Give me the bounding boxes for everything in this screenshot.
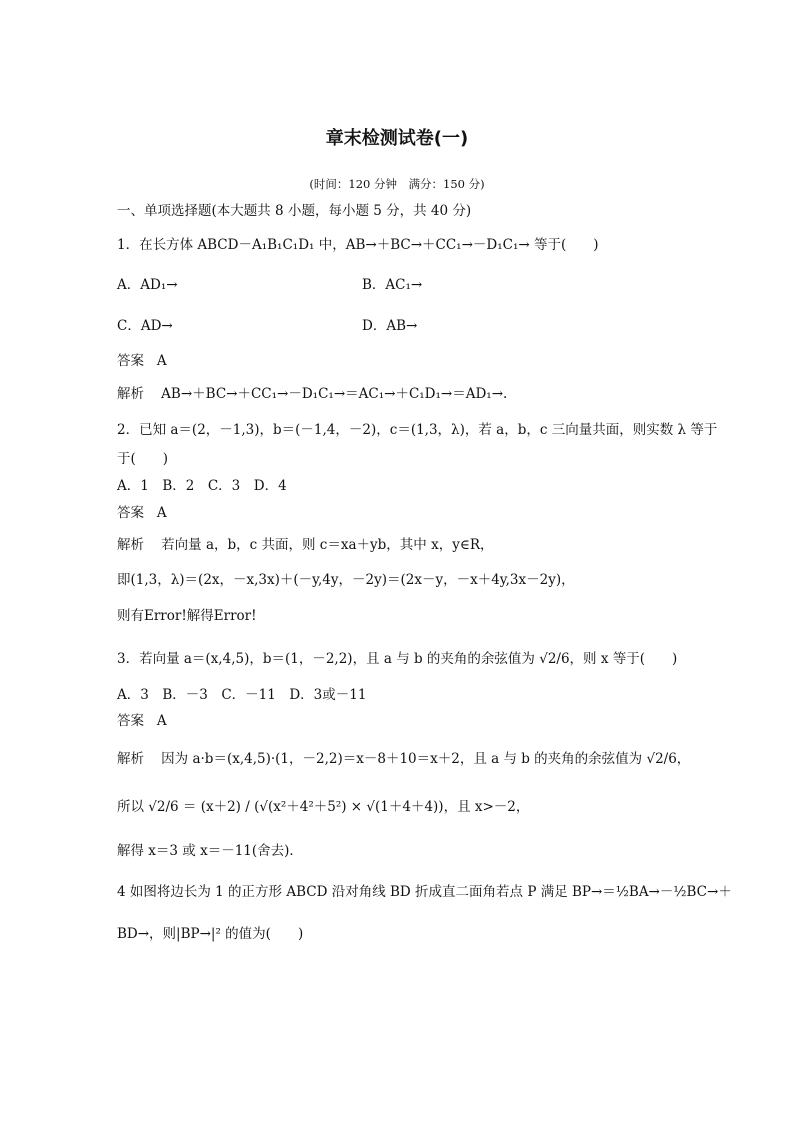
page-title: 章末检测试卷(一) <box>325 128 469 149</box>
analysis-label: 解析 <box>117 751 144 767</box>
q1-stem: 1．在长方体 ABCD－A₁B₁C₁D₁ 中，AB→＋BC→＋CC₁→－D₁C₁→ 等于( ) <box>117 237 599 253</box>
exam-info: (时间：120 分钟 满分：150 分) <box>309 177 485 191</box>
answer-value: A <box>156 353 167 369</box>
q2-analysis-line3: 则有Error!解得Error! <box>117 608 257 624</box>
answer-value: A <box>156 713 167 729</box>
q2-stem-line2: 于( ) <box>117 451 169 467</box>
analysis-label: 解析 <box>117 537 144 553</box>
analysis-text: 因为 a·b＝(x,4,5)·(1，－2,2)＝x－8＋10＝x＋2，且 a 与 b 的夹角的余弦值为 √2/6， <box>161 751 691 767</box>
q1-option-c: C．AD→ <box>117 318 173 334</box>
q3-analysis-line3: 解得 x＝3 或 x＝－11(舍去)． <box>117 843 303 859</box>
q2-stem-line1: 2．已知 a＝(2，－1,3)，b＝(－1,4，－2)，c＝(1,3，λ)，若 a，b，c 三向量共面，则实数 λ 等于 <box>117 422 718 438</box>
q3-options: A．3 B．－3 C．－11 D．3或－11 <box>117 687 367 703</box>
q2-analysis-line2: 即(1,3，λ)＝(2x，－x,3x)＋(－y,4y，－2y)＝(2x－y，－x＋4y,3x－2y)， <box>117 572 575 588</box>
answer-label: 答案 <box>117 353 144 369</box>
q3-analysis-line2: 所以 √2/6 ＝ (x＋2) / (√(x²＋4²＋5²) × √(1＋4＋4))，且 x>－2， <box>117 799 530 815</box>
q2-analysis-line1 <box>117 536 493 554</box>
q4-stem-line1: 4 如图将边长为 1 的正方形 ABCD 沿对角线 BD 折成直二面角若点 P 满足 BP→＝½BA→－½BC→＋ <box>117 884 732 900</box>
answer-label: 答案 <box>117 505 144 521</box>
answer-label: 答案 <box>117 713 144 729</box>
q1-analysis <box>117 385 507 403</box>
q3-answer <box>117 712 167 730</box>
q1-option-d: D．AB→ <box>362 318 418 334</box>
q3-analysis-line1 <box>117 750 690 768</box>
q1-option-b: B．AC₁→ <box>362 277 423 293</box>
q1-option-a: A．AD₁→ <box>117 277 178 293</box>
q1-answer <box>117 352 167 370</box>
q3-stem: 3．若向量 a＝(x,4,5)，b＝(1，－2,2)，且 a 与 b 的夹角的余弦值为 √2/6，则 x 等于( ) <box>117 651 678 667</box>
q2-answer <box>117 504 167 522</box>
answer-value: A <box>156 505 167 521</box>
analysis-label: 解析 <box>117 386 144 402</box>
section-heading: 一、单项选择题(本大题共 8 小题，每小题 5 分，共 40 分) <box>117 203 472 219</box>
q4-stem-line2: BD→，则|BP→|² 的值为( ) <box>117 926 304 942</box>
analysis-text: AB→＋BC→＋CC₁→－D₁C₁→＝AC₁→＋C₁D₁→＝AD₁→. <box>161 386 508 402</box>
analysis-text: 若向量 a，b，c 共面，则 c＝xa＋yb，其中 x，y∈R， <box>161 537 494 553</box>
q2-options: A．1 B．2 C．3 D．4 <box>117 478 287 494</box>
